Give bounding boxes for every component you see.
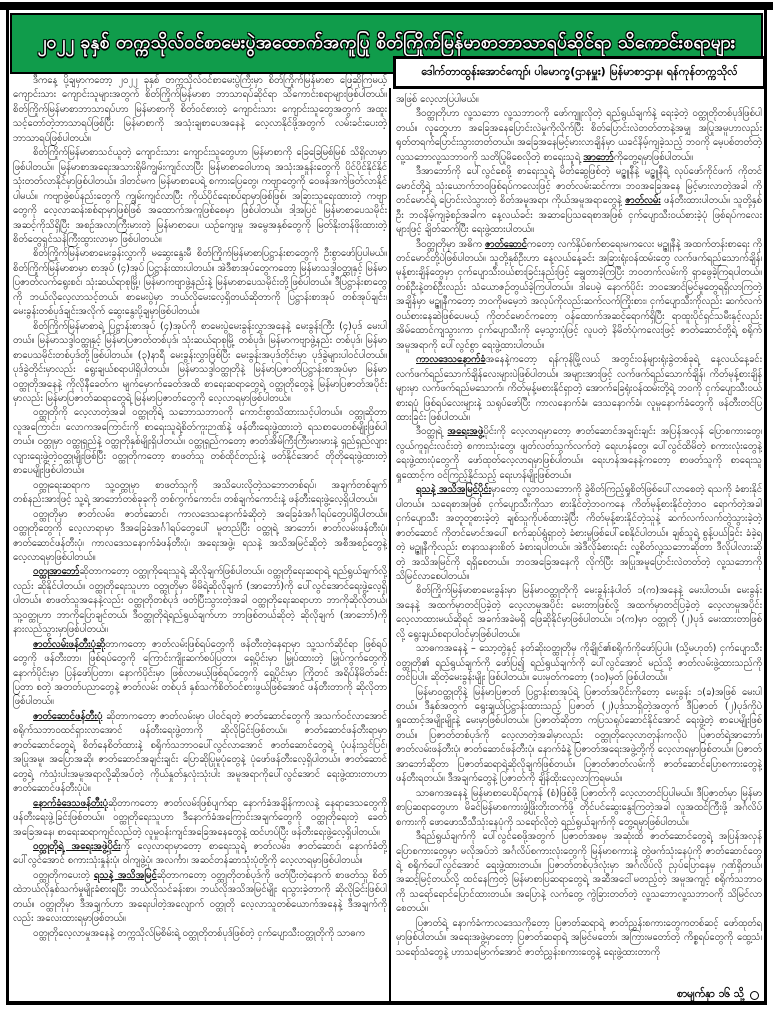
body-text: သာဓကအနေနဲ့ မြန်မာစာပေရိပ်ရကုန် (စံ)ဖြစ်ဖို့ ပြဇာတ်ကို လေ့လာတင်ပြပါမယ်။ ဒီပြဇာတ်မှာ မြန်မာစာပြဆရာတွေဟာ မိခင်မြန်မာစကားဖွံ့ဖြိုးတိုးတက်ဖို့ တိုင်ပင်ဆွေးနွေးကြတဲ့အခါ လူအထင်ကြီးဖို့ အင်္ဂလိပ်စကားကို ဖောဖောသီသီသုံးနေပုံကို သရော်လိုတဲ့ ရည်ရွယ်ချက်ကို တွေ့ရမှာဖြစ်ပါတယ်။: [396, 787, 762, 828]
body-text: ဝတ္ထုတိုကို လေ့လာတဲ့အခါ ဝတ္ထုတိုရဲ့ သဘောသဘာဝကို ကောင်းစွာသိထားသင့်ပါတယ်။ ဝတ္ထုဆိုတာ လူအကြောင်း၊ လောကအကြောင်းကို စာရေးသူရဲ့စိတ်ကူးဉာဏ်နဲ့ ဖန်တီးရေးဖွဲ့ထားတဲ့ ရသစာပေတစ်မျိုးဖြစ်ပါတယ်။ ဝတ္ထုမှာ ဝတ္ထုရှည်နဲ့ ဝတ္ထုတိုနှစ်မျိုးရှိပါတယ်။ ဝတ္ထုရှည်ကတော့ ဇာတ်အိမ်ကြီးကြီးမားမားနဲ့ ရှည်ရှည်လျားလျားရေးဖွဲ့တဲ့ဝတ္ထုမျိုးဖြစ်ပြီး ဝတ္ထုတိုကတော့ စာဖတ်သူ တစ်ထိုင်တည်းနဲ့ ဖတ်နိုင်အောင် တိုတိုရေးဖွဲ့ထားတဲ့ စာပေမျိုးဖြစ်ပါတယ်။: [13, 407, 387, 477]
body-text: ကိုတွေ့ရမှာဖြစ်ပါတယ်။: [613, 151, 693, 163]
body-text: ကတော့ လက်နှိပ်စက်စာရေးမကလေး မဥ္ဇူနီနဲ့ အထက်တန်းစာရေး ကိုတင်မောင်တို့ပဲဖြစ်ပါတယ်။ သူတို့နှစ်ဦးဟာ နေ့လယ်နေ့ခင်း အခြားရုံးဝန်ထမ်းတွေ လက်ဖက်ရည်သောက်ချိန်၊ မုန့်စားချိန်တွေမှာ ငှက်ပျောသီးဝယ်စားခြင်းနည်းဖြင့် ချွေတာခဲ့ကြပြီး ဘဝတက်လမ်းကို ရှာဖွေခဲ့ကြရပါတယ်။ တစ်ဦးနဲ့တစ်ဦးလည်း သံယောဇဉ်တွယ်ခဲ့ကြပါတယ်။ ဒါပေမဲ့ နောက်ပိုင်း ဘဝအောင်မြင်မှုတွေရရှိလာကြတဲ့အချိန်မှာ မဥ္ဇူနီကတော့ ဘဝကိုမမေ့ဘဲ အလုပ်ကိုလည်းဆက်လက်ကြိုးစား၊ ငှက်ပျောသီးကိုလည်း ဆက်လက်ဝယ်စားနေဆဲဖြစ်ပေမယ့် ကိုတင်မောင်ကတော့ ဝန်ထောက်အဆင့်ရောက်ရှိပြီး ရာထူးပိုင်ရှင်သမီးနှင့်လည်း အိမ်ထောင်ကျသွားကာ ငှက်ပျောသီးကို မေ့သွားပုံဖြင့် လူပတဲ့ နိမိတ်ပုံကလေးဖြင့် ဇာတ်ဆောင်တို့ရဲ့ စရိုက်အမူအရာကို ပေါ်လွင်စွာ ရေးဖွဲ့ထားပါတယ်။: [396, 238, 762, 351]
section-lead: နောက်ခံဒေသဖန်တီးပုံ: [33, 797, 108, 809]
paragraph: [396, 642, 762, 685]
left-column: [13, 74, 387, 1002]
paragraph: [396, 425, 762, 483]
paragraph: [13, 869, 387, 927]
column-divider: [389, 88, 391, 1002]
section-lead: အာဘော်: [583, 151, 614, 163]
body-text: ကို လေ့လာရာမှာတော့ စာရေးသူရဲ့ ဇာတ်လမ်း၊ ဇာတ်ဆောင်၊ နောက်ခံတို့ ပေါ်လွင်အောင် စကားသုံးနှုန်းပုံ၊ ဝါကျဖွဲ့ပုံ၊ အလင်္ကာ၊ အဆင်တန်ဆာသုံးပုံတို့ကို လေ့လာရမှာဖြစ်ပါတယ်။: [13, 841, 387, 867]
paragraph: [396, 584, 762, 642]
paragraph: [396, 93, 762, 107]
paragraph: [13, 710, 387, 797]
section-lead: ဇာတ်လမ်း: [625, 195, 661, 207]
right-column: [396, 93, 762, 1002]
paragraph: [13, 406, 387, 478]
byline: ဒေါက်တာထွန်းအောင်ကျော်၊ ပါမောက္ခ(ဌာနမှူး) မြန်မာစာဌာန၊ ရန်ကုန်တက္ကသိုလ်: [421, 64, 738, 78]
section-lead: ဝတ္ထု: [33, 566, 49, 578]
paragraph: [396, 107, 762, 165]
end-of-article-icon: [750, 991, 759, 1000]
page-title: ၂၀၂၂ ခုနှစ် တက္ကသိုလ်ဝင်စာမေးပွဲအထောက်အကူပြု စိတ်ကြိုက်မြန်မာစာဘာသာရပ်ဆိုင်ရာ သိကောင်းစရာများ: [37, 33, 736, 53]
paragraph: [13, 247, 387, 319]
paragraph: [396, 483, 762, 584]
body-text: ပြဇာတ်ရဲ့ နောက်ခံကာလဒေသကိုတော့ ပြဇာတ်ဆရာရဲ့ ဇာတ်ညွှန်းစကားတွေကတစ်ဆင့် ဖော်ထုတ်ရမှာဖြစ်ပါတယ်။ အရေးအဖွဲ့မှာတော့ ပြဇာတ်ဆရာရဲ့ အမြင်မတော်၊ အကြားမတော်တဲ့ ကိစ္စရပ်တွေကို ထွေ့သံ၊ သရော်သံတွေနဲ့ ဟာသမြောက်အောင် ဇာတ်ညွှန်းစကားတွေနဲ့ ရေးဖွဲ့ထားတာကို: [396, 917, 762, 958]
paragraph: [396, 917, 762, 960]
body-text: ဆိုတာကတော့ ဇာတ်လမ်းဖြစ်ပျက်ရာ နောက်ခံအချိန်ကာလနဲ့ နေရာဒေသတွေကို ဖန်တီးရေးဖွဲ့ခြင်းဖြစ်တယ်။ ဝတ္ထုတိုရေးသူဟာ ဒီနောက်ခံအကြောင်းအချက်တွေကို ဝတ္ထုတိုရေးတဲ့ ခေတ်အခြေအနေ၊ စာရေးဆရာကျင်လည်တဲ့ လူမှုဝန်းကျင်အခြေအနေတွေနဲ့ ထင်ဟပ်ပြီး ဖန်တီးရေးဖွဲ့လေ့ရှိပါတယ်။: [13, 797, 387, 838]
body-text: ဆိုတာကတော့ ဇာတ်လမ်းမှာ ပါဝင်ရတဲ့ ဇာတ်ဆောင်တွေကို အသက်ဝင်လာအောင် စရိုက်သဘာဝထင်ရှားလာအောင် ဖန်တီးရေးဖွဲ့တာကို ဆိုလိုခြင်းဖြစ်တယ်။ ဇာတ်ဆောင်ဖန်တီးရာမှာ ဇာတ်ဆောင်တွေရဲ့ စိတ်နေစိတ်ထားနဲ့ စရိုက်သဘာဝပေါ်လွင်လာအောင် ဇာတ်ဆောင်တွေရဲ့ ပုံပန်းသွင်ပြင်၊ အပြုအမူ၊ အပြောအဆို၊ ဇာတ်ဆောင်အချင်းချင်း ပြောဆိုပြုမူပုံတွေနဲ့ ပုံဖော်ဖန်တီးလေ့ရှိပါတယ်။ ဇာတ်ဆောင်တွေရဲ့ ကံသုံးပါးအမူအရာလို့ဆိုအပ်တဲ့ ကိုယ်နှုတ်နှလုံးသုံးပါး အမူအရာကိုပေါ်လွင်အောင် ရေးဖွဲ့ထားတာဟာ ဇာတ်ဆောင်ဖန်တီးပုံပဲ။: [13, 710, 387, 795]
paragraph: [13, 479, 387, 508]
paragraph: [13, 638, 387, 710]
continuation-text: စာမျက်နှာ ၁၆ သို့: [676, 988, 744, 1000]
body-text: ဆိုတာကတော့ ဝတ္ထုကိုရေးသူရဲ့ ဆိုလိုချက်ဖြစ်ပါတယ်။ ဝတ္ထုတိုရေးဆရာရဲ့ ရည်ရွယ်ချက်လို့လည်း ဆိုနိုင်ပါတယ်။ ဝတ္ထုတိုရေးသူဟာ ဝတ္ထုတိုမှာ မိမိရဲ့ဆိုလိုချက် (အာဘော်)ကို ပေါ်လွင်အောင်ရေးဖွဲ့လေ့ရှိပါတယ်။ စာဖတ်သူအနေနဲ့လည်း ဝတ္ထုတိုတစ်ပုဒ် ဖတ်ပြီးသွားတဲ့အခါ ဝတ္ထုတိုရေးဆရာဟာ ဘာကိုဆိုလိုတယ်၊ သူ့ဝတ္ထုဟာ ဘာကိုပြောချင်တယ်၊ ဒီဝတ္ထုတိုရဲ့ရည်ရွယ်ချက်ဟာ ဘာဖြစ်တယ်ဆိုတဲ့ ဆိုလိုချက် (အာဘော်)ကို နားလည်သွားမှာဖြစ်ပါတယ်။: [13, 566, 387, 636]
body-text: စိတ်ကြိုက်မြန်မာစာသင်ယူတဲ့ ကျောင်းသား ကျောင်းသူတွေဟာ မြန်မာစာကို ခြေခြေမြစ်မြစ် သိရှိလာမှာဖြစ်ပါတယ်။ မြန်မာစာအရေးအသားရိုမိကျွမ်းကျင်လာပြီး မြန်မာစာဝေါဟာရ အသုံးအနှုန်းတွေကို ပိုင်ပိုင်နိုင်နိုင် သုံးတတ်လာနိုင်မှာဖြစ်ပါတယ်။ ဒါတင်မက မြန်မာစာပေရဲ့ စကားပြေတွေ၊ ကဗျာတွေကို ဝေဖန်အကဲဖြတ်လာနိုင်ပါမယ်။ ကဗျာဖွဲ့စပ်နည်းတွေကို ကျွမ်းကျင်လာပြီး ကိုယ်ပိုင်ရေးစပ်ရာမှာဖြစ်ဖြစ်၊ အခြားသူရေးထားတဲ့ ကဗျာတွေကို လေ့လာဆန်းစစ်ရာမှာဖြစ်ဖြစ် အထောက်အကူဖြစ်စေမှာ ဖြစ်ပါတယ်။ ဒါ့အပြင် မြန်မာစာပေသမိုင်းအဆင့်ကိုသိရှိပြီး အစဉ်အလာကြီးမားတဲ့ မြန်မာစာပေ၊ ယဉ်ကျေးမှု အမွေအနှစ်တွေကို မြတ်နိုးတန်ဖိုးထားတဲ့ စိတ်တွေရှင်သန်ကြီးထွားလာမှာ ဖြစ်ပါတယ်။: [13, 147, 387, 245]
paragraph: [13, 797, 387, 840]
paragraph: [396, 787, 762, 830]
body-text: ဒီအာဘော်ကို ပေါ်လွင်စေဖို့ စာရေးသူရဲ့ မိတ်ဆွေဖြစ်တဲ့ မဥ္ဇူနီနဲ့ မဥ္ဇူနီရဲ့ လုပ်ဖော်ကိုင်ဖက် ကိုတင်မောင်တို့ရဲ့ သုံးယောက်ဘဝဖြစ်ရပ်ကလေးဖြင့် ဇာတ်လမ်းဆင်ကာ၊ ဘဝအခြေအနေ မြင့်မားလာတဲ့အခါ ကိုတင်မောင်ရဲ့ ပြောင်းလဲသွားတဲ့ စိတ်အမူအရာ၊ ကိုယ်အမူအရာတွေနဲ့: [396, 166, 762, 207]
paragraph: [13, 840, 387, 869]
section-lead: ဇာတ်ဆောင်: [484, 238, 527, 250]
paragraph: [396, 238, 762, 354]
body-text: မြန်မာဝတ္ထုတိုနဲ့ မြန်မာပြဇာတ် ပြဋ္ဌာန်းစာအုပ်ရဲ့ ပြဇာတ်အပိုင်းကိုတော့ မေးခွန်း ၁(ခ)အဖြစ် မေးပါတယ်။ ဒီနှစ်အတွက် ရွေးချယ်ပြဋ္ဌာန်းထားသည့် ပြဇာတ် (၂)ပုဒ်သာရှိတဲ့အတွက် ဒီပြဇာတ် (၂)ပုဒ်ကိုပဲ ရှုထောင့်အမျိုးမျိုးနဲ့ မေးမှာဖြစ်ပါတယ်။ ပြဇာတ်ဆိုတာ ကပြသရုပ်ဆောင်နိုင်အောင် ရေးဖွဲ့တဲ့ စာပေမျိုးဖြစ်တယ်။ ပြဇာတ်တစ်ပုဒ်ကို လေ့လာတဲ့အခါမှာလည်း ဝတ္ထုတိုလေ့လာတုန်းကလိုပဲ ပြဇာတ်ရဲ့အာဘော်၊ ဇာတ်လမ်းဖန်တီးပုံ၊ ဇာတ်ဆောင်ဖန်တီးပုံ၊ နောက်ခံနဲ့ ပြဇာတ်အရေးအဖွဲ့တို့ကို လေ့လာရမှာဖြစ်တယ်။ ပြဇာတ်အာဘော်ဆိုတာ ပြဇာတ်ဆရာရဲ့ဆိုလိုချက်ဖြစ်တယ်။ ပြဇာတ်ဇာတ်လမ်းကို ဇာတ်ဆောင်ပြောစကားတွေနဲ့ ဖန်တီးရတယ်။ ဒီအချက်တွေနဲ့ ပြဇာတ်ကို ချိန်ထိုးလေ့လာကြရမယ်။: [396, 686, 762, 785]
body-text: အဖြစ် လေ့လာပြပါမယ်။: [396, 94, 479, 105]
section-lead: အရေးအဖွဲ့: [447, 426, 484, 438]
section-lead: ကာလဒေသနောက်ခံ: [416, 354, 486, 366]
section-lead: ဇာတ်ဆောင်ဖန်တီးပုံ: [33, 710, 103, 722]
paragraph: [396, 165, 762, 237]
body-text: ဖန်တီးထားပါတယ်။ သူတို့နှစ်ဦး ဘဝနိမ့်ကျခဲ့စဉ်အခါက နေ့လယ်ခင်း အဆာပြေသရေစာအဖြစ် ငှက်ပျောသီးဝယ်စားခဲ့ပုံ ဖြစ်ရပ်ကလေးများဖြင့် ချိတ်ဆက်ပြီး ရေးဖွဲ့ထားပါတယ်။: [396, 195, 762, 236]
paragraph: [396, 353, 762, 425]
body-text: ဝတ္ထုရေးဆရာက သူ့ဝတ္ထုမှာ စာဖတ်သူကို အသိပေးလိုတဲ့သဘောတစ်ရပ်၊ အချက်တစ်ချက် တစ်နည်းအားဖြင့် သူ့ရဲ့ အာဘော်တစ်ခုခုကို တစ်ကွက်ကောင်း၊ တစ်ချက်ကောင်းနဲ့ ဖန်တီးရေးဖွဲ့လေ့ရှိပါတယ်။: [13, 479, 387, 506]
body-text: မှာတော့ လူ့ဘဝသဘောကို ခွဲစိတ်ကြည့်ရှုစိတ်ဖြစ်ပေါ်လာစေတဲ့ ရသကို ခံစားနိုင်ပါတယ်။ သရေစာအဖြစ် ငှက်ပျောသီးကိုသာ စားနိုင်တဲ့ဘဝကနေ ကိတ်မုန့်စားနိုင်တဲ့ဘဝ ရောက်တဲ့အခါ ငှက်ပျောသီး အတူတူစားခဲ့တဲ့ ချစ်သူကိုပစ်ထားခဲ့ပြီး ကိတ်မုန့်စားနိုင်တဲ့သူနဲ့ ဆက်လက်လက်တွဲသွားခဲ့တဲ့ ဇာတ်ဆောင် ကိုတင်မောင်အပေါ် စက်ဆုပ်ရွံရှာတဲ့ ခံစားမှုဖြစ်ပေါ်စေနိုင်ပါတယ်။ ချစ်သူရဲ့ စွန့်ပယ်ခြင်း ခံခဲ့ရတဲ့ မဥ္ဇူနီကိုလည်း စာနာသနားစိတ် ခံစားရပါတယ်။ အဲဒီလိုခံစားရင်း လူ့စိတ်လူ့သဘောဆိုတာ ဒီလိုပါလားဆိုတဲ့ အသိအမြင်ကို ရရှိစေတယ်။ ဘဝအခြေအနေကို လိုက်ပြီး အပြုအမူပြောင်းလဲတတ်တဲ့ လူ့သဘောကို သိမြင်လာစေပါတယ်။: [396, 484, 762, 582]
paragraph: [13, 508, 387, 566]
body-text: စိတ်ကြိုက်မြန်မာစာမေးခွန်းမှာ မြန်မာဝတ္ထုတိုကို မေးခွန်းနံပါတ် ၁(က)အနေနဲ့ မေးပါတယ်။ မေးခွန်းအနေနဲ့ အထက်မှာတင်ပြခဲ့တဲ့ လေ့လာမှုအပိုင်း မေးတာဖြစ်လို့ အထက်မှာတင်ပြခဲ့တဲ့ လေ့လာမှုအပိုင်း လေ့လာထားမယ်ဆိုရင် အခက်အခဲမရှိ ဖြေဆိုနိုင်မှာဖြစ်ပါတယ်။ ၁(က)မှာ ဝတ္ထုတို (၂)ပုဒ် မေးထားတာဖြစ်လို့ ရွေးချယ်စရာပါဝင်မှာဖြစ်ပါတယ်။: [396, 585, 762, 640]
continuation-note: [677, 988, 759, 1003]
body-text: ဒီဝတ္ထုတိုမှာ အဓိက: [416, 238, 485, 250]
body-text: ဆိုတာကတော့ ဝတ္ထုတိုတစ်ပုဒ်ကို ဖတ်ပြီးတဲ့နောက် စာဖတ်သူ စိတ်ထဲဘယ်လိုနှစ်သက်မှုမျိုးခံစားရပြီး ဘယ်လိုသင်ခန်းစာ၊ ဘယ်လိုအသိအမြင်မျိုး ရသွားခဲ့တာကို ဆိုလိုခြင်းဖြစ်ပါတယ်။ ဝတ္ထုတိုမှာ ဒီအချက်ဟာ အရေးပါတဲ့အလျောက် ဝတ္ထုတို လေ့လာသူတစ်ယောက်အနေနဲ့ ဒီအချက်ကိုလည်း အလေးထားရမှာဖြစ်တယ်။: [13, 869, 387, 925]
body-text: အနေနဲ့ကတော့ ရန်ကုန်မြို့လယ် အတွင်းဝန်များရုံးခွဲတစ်ခုရဲ့ နေ့လယ်နေ့ခင်း လက်ဖက်ရည်သောက်ချိန်လေးများပဲဖြစ်ပါတယ်။ အများအားဖြင့် လက်ဖက်ရည်သောက်ချိန်၊ ကိတ်မုန့်စားချိန်များမှာ လက်ဖက်ရည်မသောက်၊ ကိတ်မုန့်မစားနိုင်ရှာတဲ့ အောက်ခြေရုံးဝန်ထမ်းတို့ရဲ့ ဘဝကို ငှက်ပျောသီးဝယ်စားရပုံ ဖြစ်ရပ်လေးများနဲ့ သရုပ်ဖော်ပြီး ကာလနောက်ခံ၊ ဒေသနောက်ခံ၊ လူမှုနောက်ခံတွေကို ဖန်တီးတင်ပြထားခြင်း ဖြစ်ပါတယ်။: [396, 354, 762, 423]
section-lead: ဝတ္ထုတိုရဲ့ အရေးအဖွဲ့ပိုင်း: [33, 841, 121, 853]
section-lead: အာဘော်: [48, 566, 80, 578]
body-text: ဒီကနေ့ ပို့ချမှာကတော့ ၂၀၂၂ ခုနှစ် တက္ကသိုလ်ဝင်စာမေးပွဲကြီးမှာ စိတ်ကြိုက်မြန်မာစာ ဖြေဆိုကြမယ့် ကျောင်းသား ကျောင်းသူများအတွက် စိတ်ကြိုက်မြန်မာစာ ဘာသာရပ်ဆိုင်ရာ သိကောင်းစရာများဖြစ်ပါတယ်။ စိတ်ကြိုက်မြန်မာစာဘာသာရပ်ဟာ မြန်မာစာကို စိတ်ဝင်စားတဲ့ ကျောင်းသား ကျောင်းသူတွေအတွက် အထူးသင့်တော်တဲ့ဘာသာရပ်ဖြစ်ပြီး မြန်မာစာကို အသုံးချစာပေအနေနဲ့ လေ့လာနိုင်ဖို့အတွက် လမ်းခင်းပေးတဲ့ ဘာသာရပ်ဖြစ်ပါတယ်။: [13, 75, 387, 144]
paragraph: [13, 146, 387, 247]
paragraph: [13, 565, 387, 637]
byline-box: [393, 56, 766, 89]
section-lead: ဇာတ်လမ်းဖန်တီးပုံဆို: [33, 638, 106, 650]
body-text: ဝတ္ထုတိုလေ့လာမှုအနေနဲ့ တက္ကသိုလ်မြစိမ်းရဲ့ ဝတ္ထုတိုတစ်ပုဒ်ဖြစ်တဲ့ ငှက်ပျောသီးဝတ္ထုတိုကို သာဓက: [33, 927, 365, 939]
body-text: ပိုင်းကို လေ့လာရမှာတော့ ဇာတ်ဆောင်အချင်းချင်း အပြန်အလှန် ပြောစကားတွေ၊ လွယ်ကူရှင်းလင်းတဲ့ စကားသုံးတွေ၊ ဖျတ်လတ်သွက်လက်တဲ့ ရေးဟန်တွေ၊ ပေါ်လွင်ထိမိတဲ့ စကားလုံးတွေနဲ့ ရေးဖွဲ့ထားပုံတွေကို ဖော်ထုတ်လေ့လာရမှာဖြစ်ပါတယ်။ ရေးဟန်အနေနဲ့ကတော့ စာဖတ်သူကို စာရေးသူရှုထောင့်က ဝင်ကြည့်နိုင်သည့် ရေးဟန်မျိုးဖြစ်တယ်။: [396, 426, 762, 481]
body-text: စိတ်ကြိုက်မြန်မာစာမေးခွန်းလွှာကို မဆွေးနွေးမီ စိတ်ကြိုက်မြန်မာစာပြဋ္ဌာန်းစာတွေကို ဦးစွာဖော်ပြပါမယ်။ စိတ်ကြိုက်မြန်မာစာမှာ စာအုပ် (၄)အုပ် ပြဋ္ဌာန်းထားပါတယ်။ အဲဒီစာအုပ်တွေကတော့ မြန်မာသဒ္ဒါဝတ္ထုနှင့် မြန်မာပြဇာတ်လက်ရွေးစင်၊ သုံးဆယ်ရာစုမြို့၊ မြန်မာကဗျာဖွဲ့နည်းနဲ့ မြန်မာစာပေသမိုင်းတို့ဖြစ်ပါတယ်။ ဒီပြဋ္ဌာန်းစာတွေကို ဘယ်လိုလေ့လာသင့်တယ်၊ စာမေးပွဲမှာ ဘယ်လိုမေးလေ့ရှိတယ်ဆိုတာကို ပြဋ္ဌာန်းစာအုပ် တစ်အုပ်ချင်း၊ မေးခွန်းတစ်ပုဒ်ချင်းအလိုက် ဆွေးနွေးပို့ချမှာဖြစ်ပါတယ်။: [13, 248, 387, 318]
paragraph: [396, 686, 762, 787]
paragraph: [13, 74, 387, 146]
body-text: သာဓကအနေနဲ့ – သော့တွဲနှင့် နတ်ဆိုးဝတ္ထုတိုမှ ကိုချိုင်၏စရိုက်ကိုဖော်ပြပါ။ (သို့မဟုတ်) ငှက်ပျောသီးဝတ္ထုတို၏ ရည်ရွယ်ချက်ကို ဖော်ပြ၍ ရည်ရွယ်ချက်ကို ပေါ်လွင်အောင် မည်သို့ ဇာတ်လမ်းဖွဲ့ထားသည်ကို တင်ပြပါ။ ဆိုတဲ့မေးခွန်းမျိုး ဖြစ်ပါတယ်။ ပေးမှတ်ကတော့ (၁၀)မှတ် ဖြစ်ပါတယ်။: [396, 643, 762, 684]
body-text: ဒီရည်ရွယ်ချက်ကို ပေါ်လွင်စေဖို့အတွက် ပြဇာတ်အစမှ အဆုံးထိ ဇာတ်ဆောင်တွေရဲ့ အပြန်အလှန် ပြောစကားတွေမှာ မလိုအပ်ဘဲ အင်္ဂလိပ်စကားလုံးတွေကို မြန်မာစကားနဲ့ တွဲဖက်သုံးနေပုံကို ဇာတ်ဆောင်တွေရဲ့ စရိုက်ပေါ်လွင်အောင် ရေးဖွဲ့ထားတယ်။ ပြဇာတ်တစ်ပုဒ်လုံးမှာ အင်္ဂလိပ်လို ညှပ်ပြောနေမှ ဂုဏ်ရှိတယ်၊ အဆင့်မြင့်တယ်လို့ ထင်နေကြတဲ့ မြန်မာစာပြဆရာတွေရဲ့ အဆီအငေါ်မတည့်တဲ့ အမူအကျင့် စရိုက်သဘာဝကို သရော်ရောင်ပြောင်ထားတယ်။ အပြောနဲ့ လက်တွေ့ ကွဲခြားတတ်တဲ့ လူ့သဘောလူ့သဘာဝကို သိမြင်လာစေတယ်။: [396, 831, 762, 915]
body-text: ဒီဝတ္ထုတိုဟာ လူ့သဘော လူ့သဘာဝကို ဖော်ကျူးလိုတဲ့ ရည်ရွယ်ချက်နဲ့ ရေးခဲ့တဲ့ ဝတ္ထုတိုတစ်ပုဒ်ဖြစ်ပါတယ်။ လူတွေဟာ အခြေအနေပြောင်းလဲမှုကိုလိုက်ပြီး စိတ်ပြောင်းလဲတတ်တာနဲ့အမျှ အပြုအမူဟာလည်း ရုတ်တရက်ပြောင်းသွားတတ်တယ်။ အခြေအနေမြင့်မားလာချိန်မှာ ယခင်နိမ့်ကျခဲ့သည့် ဘဝကို မေ့ပစ်တတ်တဲ့ လူ့သဘောလူ့သဘာဝကို သတိပြုမိစေလိုတဲ့ စာရေးသူရဲ့: [396, 108, 762, 163]
paragraph: [13, 927, 387, 941]
body-text: ဝတ္ထုတိုကပေးတဲ့: [33, 869, 94, 881]
body-text: စိတ်ကြိုက်မြန်မာစာရဲ့ ပြဋ္ဌာန်းစာအုပ် (၄)အုပ်ကို စာမေးပွဲမေးခွန်းလွှာအနေနဲ့ မေးခွန်းကြီး (၄)ပုဒ် မေးပါတယ်။ မြန်မာသဒ္ဒါဝတ္ထုနှင့် မြန်မာပြဇာတ်တစ်ပုဒ်၊ သုံးဆယ်ရာစုမြို့ တစ်ပုဒ်၊ မြန်မာကဗျာဖွဲ့နည်း တစ်ပုဒ်၊ မြန်မာစာပေသမိုင်းတစ်ပုဒ်တို့ဖြစ်ပါတယ်။ (၃)နာရီ မေးခွန်းလွှာဖြစ်ပြီး မေးခွန်းအပုဒ်တိုင်းမှာ ပုဒ်ခွဲများပါဝင်ပါတယ်။ ပုဒ်ခွဲတိုင်းမှာလည်း ရွေးချယ်စရာပါရှိပါတယ်။ မြန်မာသဒ္ဒါဝတ္ထုတိုနဲ့ မြန်မာပြဇာတ်ပြဋ္ဌာန်းစာအုပ်မှာ မြန်မာဝတ္ထုတိုအနေနဲ့ ကိုလိုနီခေတ်က မျက်မှောက်ခေတ်အထိ စာရေးဆရာတွေရဲ့ ဝတ္ထုတိုတွေနဲ့ မြန်မာပြဇာတ်အပိုင်းမှာလည်း မြန်မာပြဇာတ်ဆရာတွေရဲ့ မြန်မာပြဇာတ်တွေကို လေ့လာရမှာဖြစ်ပါတယ်။: [13, 320, 387, 404]
body-text: ဒီဝတ္ထုရဲ့: [416, 426, 448, 438]
body-text: ဝတ္ထုတိုမှာ ဇာတ်လမ်း၊ ဇာတ်ဆောင်၊ ကာလဒေသနောက်ခံဆိုတဲ့ အခြေခံအင်္ဂါရပ်တွေပါရှိပါတယ်။ ဝတ္ထုတိုတွေကို လေ့လာရာမှာ ဒီအခြေခံအင်္ဂါရပ်တွေပေါ် မူတည်ပြီး ဝတ္ထုရဲ့ အာဘော်၊ ဇာတ်လမ်းဖန်တီးပုံ၊ ဇာတ်ဆောင်ဖန်တီးပုံ၊ ကာလဒေသနောက်ခံဖန်တီးပုံ၊ အရေးအဖွဲ့၊ ရသနဲ့ အသိအမြင်ဆိုတဲ့ အစီအစဉ်တွေနဲ့ လေ့လာရမှာဖြစ်ပါတယ်။: [13, 508, 387, 563]
paragraph: [13, 320, 387, 407]
section-lead: ရသနဲ့ အသိအမြင်: [93, 869, 157, 881]
section-lead: ရသနဲ့ အသိအမြင်ပိုင်း: [416, 484, 492, 496]
paragraph: [396, 830, 762, 917]
body-text: တာကတော့ ဇာတ်လမ်းဖြစ်ရပ်တွေကို ဖန်တီးတဲ့နေရာမှာ သူ့သက်ဆိုင်ရာ ဖြစ်ရပ်တွေကို ဖန်တီးတာ၊ ဖြစ်ရပ်တွေကို ကြောင်းကျိုးဆက်စပ်ပြတာ၊ ရှေ့ပိုင်းမှာ မြှုပ်ထားတဲ့ မြှုပ်ကွက်တွေကို နောက်ပိုင်းမှာ ပြန်ဖော်ပြတာ၊ နောက်ပိုင်းမှာ ဖြစ်လာမယ့်ဖြစ်ရပ်တွေကို ရှေ့ပိုင်းမှာ ကြိုတင် အရိပ်နိမိတ်ခင်းပြတာ စတဲ့ အတတ်ပညာတွေနဲ့ ဇာတ်လမ်း တစ်ပုဒ် နှစ်သက်စိတ်ဝင်စားဖွယ်ဖြစ်အောင် ဖန်တီးတာကို ဆိုလိုတာ ဖြစ်ပါတယ်။: [13, 638, 387, 708]
